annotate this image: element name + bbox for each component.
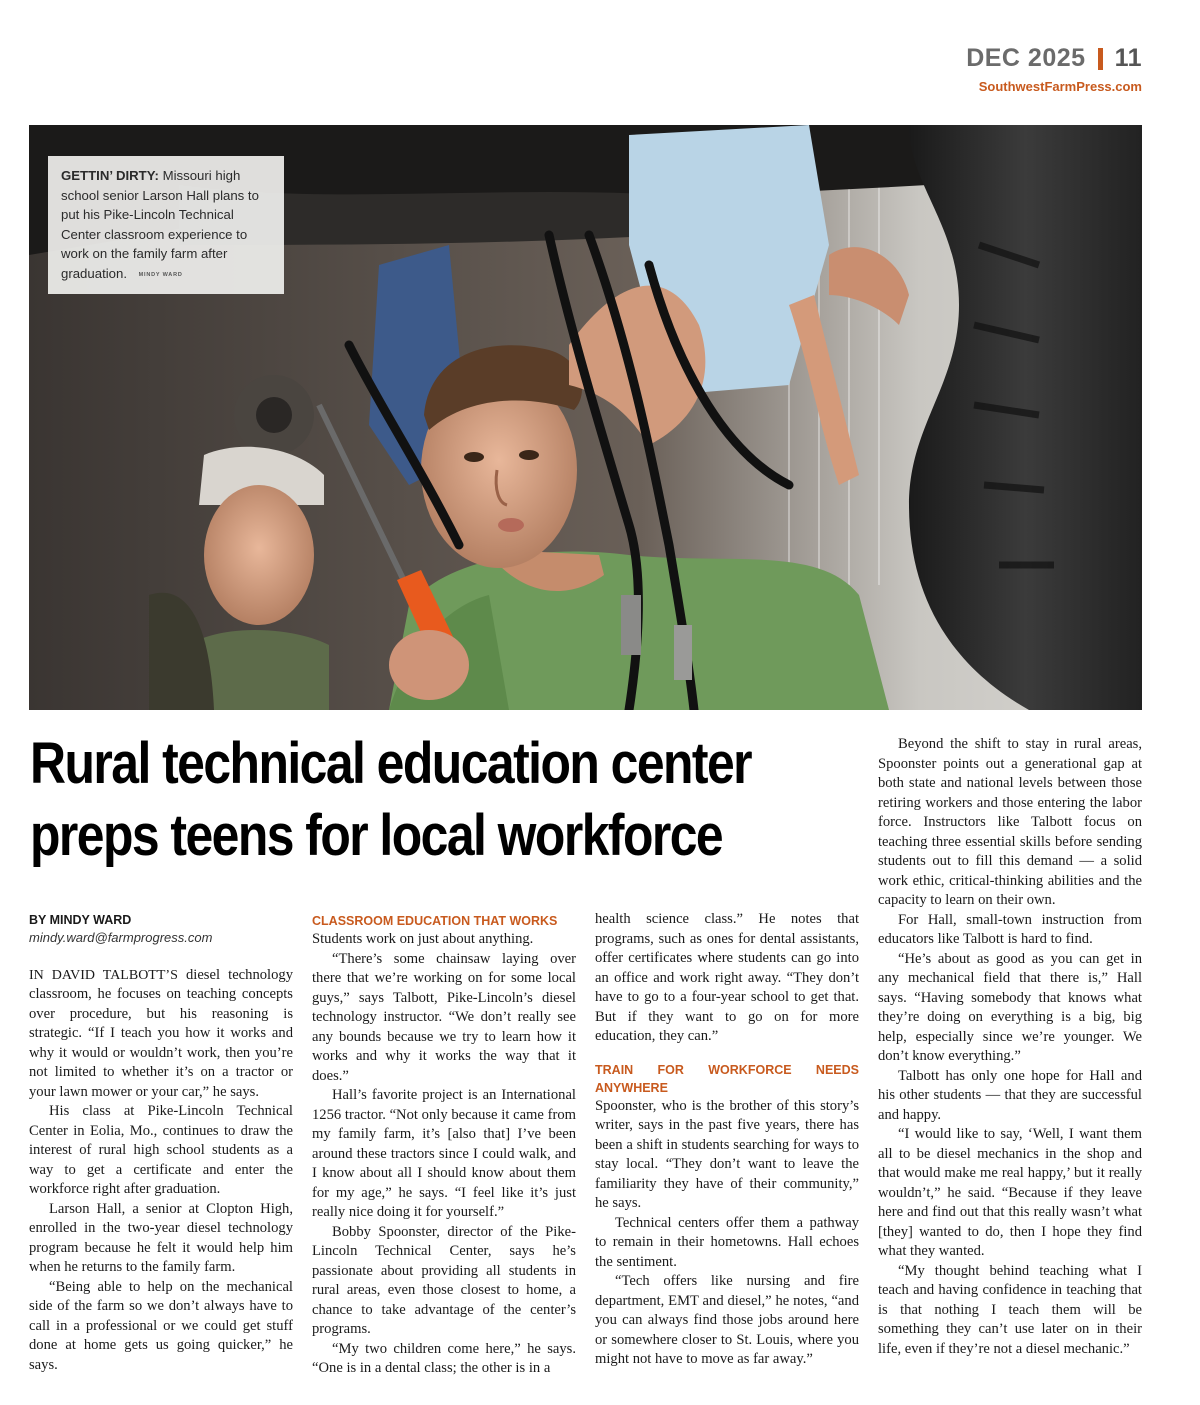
article-headline: [30, 728, 752, 872]
photo-credit: MINDY WARD: [138, 271, 183, 278]
photo-caption: [48, 156, 284, 294]
paragraph: Students work on just about anything.: [312, 931, 534, 947]
lead-paragraph-text: diesel technology classroom, he focuses on teaching concepts over procedure, but his reasoning is strategic. “If I teach you how it works and why it would or wouldn’t work, then you’re not limited to whether it’s on a tractor or your lawn mower or your car,” he says.: [29, 966, 293, 1100]
paragraph: “I would like to say, ‘Well, I want them all to be diesel mechanics in the shop and that would make me real happy,’ but it really wouldn’t,” he said. “Because if they leave here and find out that this really wasn’t what [they] wanted to do, then I hope they find what they wanted.: [878, 1126, 1142, 1259]
paragraph: Beyond the shift to stay in rural areas, Spoonster points out a generational gap at both state and national levels between those retiring workers and those entering the labor force. Instructors like Talbott focus on teaching three essential skills before sending students out to fill this demand — a solid work ethic, critical-thinking abilities and the capacity to learn on their own.: [878, 736, 1142, 908]
article-column-1: [29, 910, 293, 1375]
subhead-train-for-workforce: TRAIN FOR WORKFORCE NEEDS ANYWHERE: [595, 1062, 859, 1095]
paragraph: “Tech offers like nursing and fire department, EMT and diesel,” he notes, “and you can always find those jobs around here or somewhere closer to St. Louis, where you might not have to move as far away.”: [595, 1273, 859, 1367]
byline-email: mindy.ward@farmprogress.com: [29, 930, 213, 945]
byline-author: BY MINDY WARD: [29, 913, 132, 927]
issue-date: DEC 2025: [966, 44, 1086, 72]
paragraph: “Being able to help on the mechanical side of the farm so we don’t always have to call in a professional or we could get stuff done at home gets us going quicker,” he says.: [29, 1278, 293, 1373]
paragraph: “He’s about as good as you can get in any mechanical field that there is,” Hall says. “Having somebody that knows what they’re doing on everything is a big, big help, especially since we’re younger. We don’t know everything.”: [878, 950, 1142, 1064]
headline-line-1: Rural technical education center: [30, 731, 752, 796]
paragraph: Technical centers offer them a pathway to remain in their hometowns. Hall echoes the sentiment.: [595, 1214, 859, 1270]
paragraph: Bobby Spoonster, director of the Pike-Lincoln Technical Center, says he’s passionate about providing all students in rural areas, even those closest to home, a chance to take advantage of the center’s programs.: [312, 1223, 576, 1337]
caption-text: Missouri high school senior Larson Hall plans to put his Pike-Lincoln Technical Center classroom experience to work on the family farm after graduation.: [61, 168, 259, 281]
publication-website: SouthwestFarmPress.com: [978, 79, 1142, 94]
paragraph: His class at Pike-Lincoln Technical Center in Eolia, Mo., continues to draw the interest of rural high school students as a way to get a certificate and enter the workforce right after graduation.: [29, 1103, 293, 1197]
paragraph: For Hall, small-town instruction from educators like Talbott is hard to find.: [878, 911, 1142, 947]
paragraph: Spoonster, who is the brother of this story’s writer, says in the past five years, there has been a shift in students searching for ways to stay local. “They don’t want to leave the familiarity they have of their community,” he says.: [595, 1097, 859, 1211]
paragraph: Hall’s favorite project is an International 1256 tractor. “Not only because it came from my family farm, it’s [also that] I’ve been around these tractors since I could walk, and I know about all I should know about them for my age,” he says. “I feel like it’s just really nice doing it for yourself.”: [312, 1087, 576, 1220]
paragraph-lead: [29, 966, 293, 1103]
article-column-3: [595, 910, 859, 1370]
paragraph: “My thought behind teaching what I teach and having confidence in teaching that is that nothing I teach them will be something they can’t use later on in their life, even if they’re not a diesel mechanic.”: [878, 1262, 1142, 1357]
article-column-4: [878, 735, 1142, 1359]
subhead-classroom-education: CLASSROOM EDUCATION THAT WORKS: [312, 914, 558, 928]
paragraph: health science class.” He notes that programs, such as ones for dental assistants, offer certificates where students can go into an office and work right away. “They don’t have to go to a four-year school to get that. But if they want to go on for more education, they can.”: [595, 911, 859, 1044]
page-number: 11: [1114, 44, 1142, 72]
paragraph: “There’s some chainsaw laying over there that we’re working on for some local guys,” says Talbott, Pike-Lincoln’s diesel technology instructor. “We don’t really see any bounds because we try to learn how it works and why it works the way that it does.”: [312, 950, 576, 1084]
paragraph: Larson Hall, a senior at Clopton High, enrolled in the two-year diesel technology program because he felt it would help him when he returns to the family farm.: [29, 1200, 293, 1275]
lead-in-caps: IN DAVID TALBOTT’S: [29, 967, 178, 983]
folio-divider: [1098, 48, 1103, 70]
caption-lead: GETTIN’ DIRTY:: [61, 168, 159, 183]
folio-issue-line: [966, 44, 1142, 73]
paragraph: “My two children come here,” he says. “One is in a dental class; the other is in a: [312, 1340, 576, 1376]
headline-line-2: preps teens for local workforce: [30, 803, 723, 868]
page-folio: [966, 44, 1142, 94]
article-column-2: [312, 910, 576, 1379]
paragraph: Talbott has only one hope for Hall and his other students — that they are successful and happy.: [878, 1067, 1142, 1123]
